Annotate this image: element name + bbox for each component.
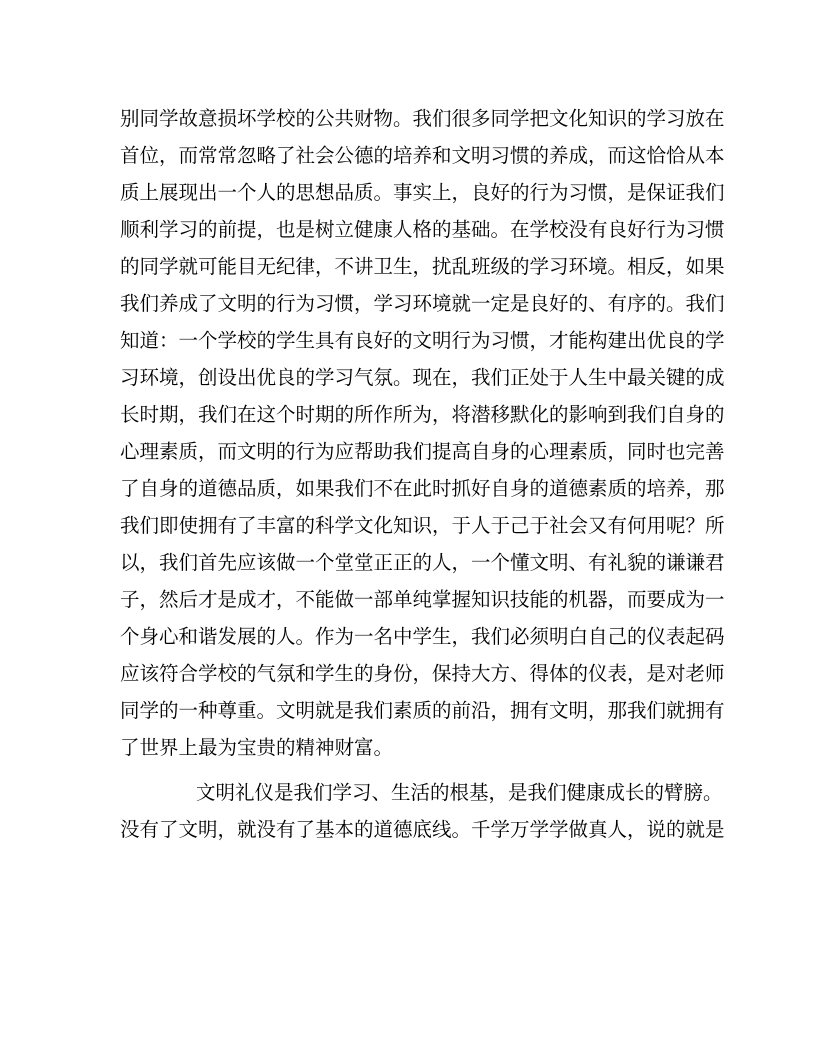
text-line: 质上展现出一个人的思想品质。事实上，良好的行为习惯，是保证我们 (120, 181, 725, 204)
text-line: 心理素质，而文明的行为应帮助我们提高自身的心理素质，同时也完善 (120, 440, 725, 463)
text-line: 我们即使拥有了丰富的科学文化知识，于人于己于社会又有何用呢？所 (120, 514, 725, 537)
text-line: 同学的一种尊重。文明就是我们素质的前沿，拥有文明，那我们就拥有 (120, 699, 725, 722)
text-line: 以，我们首先应该做一个堂堂正正的人，一个懂文明、有礼貌的谦谦君 (120, 551, 725, 574)
text-line: 了世界上最为宝贵的精神财富。 (120, 736, 394, 759)
text-line: 长时期，我们在这个时期的所作所为，将潜移默化的影响到我们自身的 (120, 403, 725, 426)
body-text (120, 100, 725, 848)
text-line: 的同学就可能目无纪律，不讲卫生，扰乱班级的学习环境。相反，如果 (120, 255, 725, 278)
text-line: 习环境，创设出优良的学习气氛。现在，我们正处于人生中最关键的成 (120, 366, 725, 389)
text-line: 我们养成了文明的行为习惯，学习环境就一定是良好的、有序的。我们 (120, 292, 725, 315)
paragraph-gap (120, 766, 700, 774)
text-line: 顺利学习的前提，也是树立健康人格的基础。在学校没有良好行为习惯 (120, 218, 725, 241)
text-line: 应该符合学校的气氛和学生的身份，保持大方、得体的仪表，是对老师 (120, 662, 725, 685)
text-line: 别同学故意损坏学校的公共财物。我们很多同学把文化知识的学习放在 (120, 107, 725, 130)
text-line: 知道：一个学校的学生具有良好的文明行为习惯，才能构建出优良的学 (120, 329, 725, 352)
text-line: 了自身的道德品质，如果我们不在此时抓好自身的道德素质的培养，那 (120, 477, 725, 500)
text-line: 首位，而常常忽略了社会公德的培养和文明习惯的养成，而这恰恰从本 (120, 144, 725, 167)
text-line: 文明礼仪是我们学习、生活的根基，是我们健康成长的臂膀。 (196, 781, 723, 804)
text-line: 个身心和谐发展的人。作为一名中学生，我们必须明白自己的仪表起码 (120, 625, 725, 648)
text-line: 子，然后才是成才，不能做一部单纯掌握知识技能的机器，而要成为一 (120, 588, 725, 611)
text-line: 没有了文明，就没有了基本的道德底线。千学万学学做真人，说的就是 (120, 818, 725, 841)
